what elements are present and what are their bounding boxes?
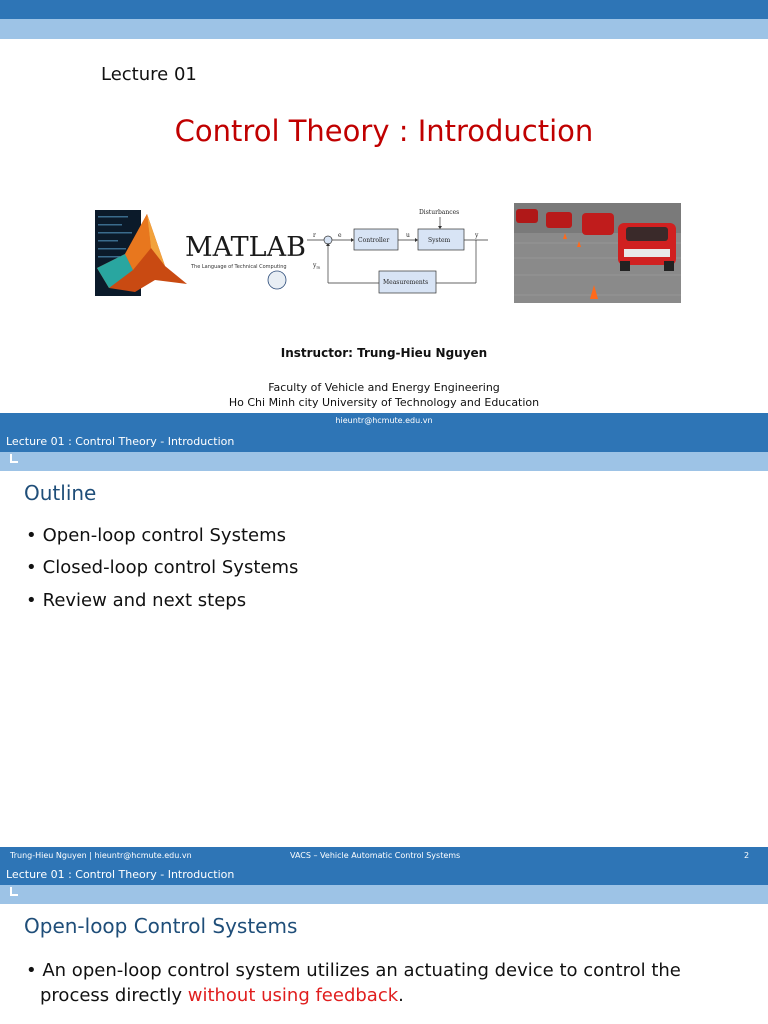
outline-heading: Outline: [24, 481, 97, 505]
university-name: Ho Chi Minh city University of Technology and Education: [228, 396, 540, 409]
slide-title: Control Theory : Introduction: [174, 114, 594, 148]
label-r: r: [313, 232, 316, 239]
feedback-block-diagram: [305, 203, 490, 295]
summing-junction-icon: [324, 236, 332, 244]
label-y: y: [475, 232, 479, 239]
controller-label: Controller: [358, 237, 390, 244]
top-banner-light: [0, 19, 768, 39]
matlab-logo: [95, 206, 306, 298]
footer-course: VACS – Vehicle Automatic Control Systems: [290, 851, 461, 860]
footer-page-number: 2: [744, 851, 750, 860]
top-banner-dark: [0, 0, 768, 19]
measurements-label: Measurements: [383, 279, 429, 286]
label-u: u: [406, 232, 410, 239]
bullet-icon: •: [26, 590, 37, 611]
label-disturbances: Disturbances: [419, 209, 460, 216]
outline-item: • Closed-loop control Systems: [26, 557, 299, 578]
label-e: e: [338, 232, 342, 239]
bullet-icon: •: [26, 960, 37, 981]
corner-bracket-icon: [10, 887, 18, 896]
slide3-header-title: Lecture 01 : Control Theory - Introduction: [6, 868, 235, 881]
corner-bracket-icon: [10, 454, 18, 463]
open-loop-heading: Open-loop Control Systems: [24, 914, 298, 938]
mathworks-icon: [268, 271, 286, 289]
outline-item: • Open-loop control Systems: [26, 525, 286, 546]
matlab-wordmark: MATLAB: [185, 232, 306, 263]
slide3-header-light: [0, 885, 768, 904]
matlab-tagline: The Language of Technical Computing: [191, 264, 287, 270]
slide1-email[interactable]: hieuntr@hcmute.edu.vn: [335, 416, 433, 425]
slide2-header-title: Lecture 01 : Control Theory - Introduction: [6, 435, 235, 448]
outline-item: • Review and next steps: [26, 590, 247, 611]
faculty-name: Faculty of Vehicle and Energy Engineering: [268, 381, 500, 394]
instructor-name: Instructor: Trung-Hieu Nguyen: [280, 346, 488, 360]
footer-author: Trung-Hieu Nguyen | hieuntr@hcmute.edu.vn: [10, 851, 192, 860]
label-ym: $y_m$: [313, 262, 321, 270]
bullet-icon: •: [26, 525, 37, 546]
car-platoon-image: [514, 203, 681, 303]
lecture-label: Lecture 01: [101, 64, 197, 85]
open-loop-definition: • An open-loop control system utilizes an actuating device to control the process directly without using feedback.: [26, 960, 681, 1006]
bullet-icon: •: [26, 557, 37, 578]
slide2-header-light: [0, 452, 768, 471]
highlight-text: without using feedback: [187, 985, 399, 1006]
system-label: System: [428, 237, 451, 244]
